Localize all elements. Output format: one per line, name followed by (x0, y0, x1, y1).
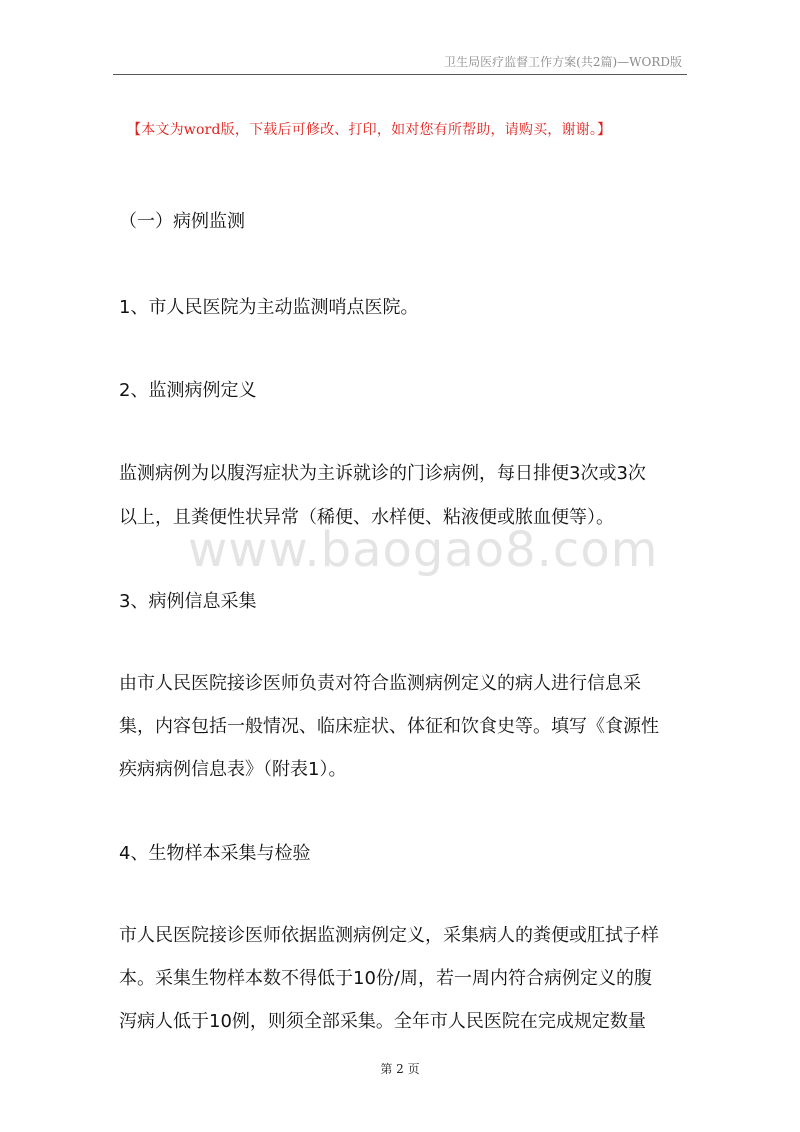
item-2-heading: 2、监测病例定义 (119, 380, 257, 401)
section-heading: （一）病例监测 (119, 211, 245, 232)
item-1-text: 1、市人民医院为主动监测哨点医院。 (119, 297, 419, 318)
item-4-paragraph-line: 泻病人低于10例，则须全部采集。全年市人民医院在完成规定数量 (119, 1011, 646, 1032)
item-4-heading: 4、生物样本采集与检验 (119, 843, 311, 864)
item-3-paragraph-line: 集，内容包括一般情况、临床症状、体征和饮食史等。填写《食源性 (119, 716, 659, 737)
item-4-paragraph-line: 市人民医院接诊医师依据监测病例定义，采集病人的粪便或肛拭子样 (119, 925, 659, 946)
document-header-title: 卫生局医疗监督工作方案(共2篇)—WORD版 (444, 55, 682, 69)
item-3-paragraph-line: 由市人民医院接诊医师负责对符合监测病例定义的病人进行信息采 (119, 673, 641, 694)
page-number: 第 2 页 (380, 1062, 420, 1076)
purchase-notice: 【本文为word版，下载后可修改、打印，如对您有所帮助，请购买，谢谢。】 (127, 122, 612, 138)
item-2-paragraph-line: 以上，且粪便性状异常（稀便、水样便、粘液便或脓血便等）。 (119, 507, 614, 528)
watermark: www.baogao8.com (188, 522, 659, 578)
item-3-heading: 3、病例信息采集 (119, 591, 257, 612)
item-4-paragraph-line: 本。采集生物样本数不得低于10份/周，若一周内符合病例定义的腹 (119, 968, 652, 989)
item-3-paragraph-line: 疾病病例信息表》（附表1）。 (119, 759, 347, 780)
item-2-paragraph-line: 监测病例为以腹泻症状为主诉就诊的门诊病例，每日排便3次或3次 (119, 463, 646, 484)
header-divider (113, 74, 687, 75)
